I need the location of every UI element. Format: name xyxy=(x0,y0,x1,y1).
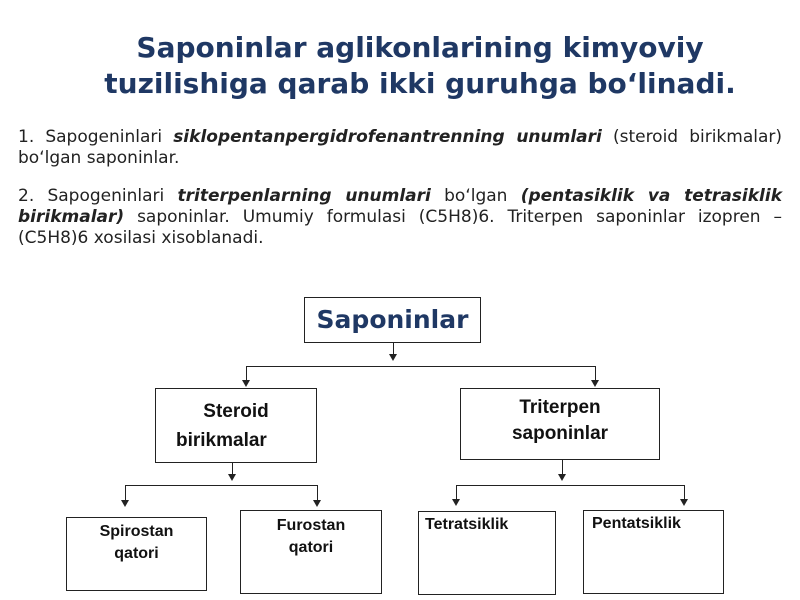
paragraph-1-prefix: 1. Sapogeninlari xyxy=(18,127,174,147)
connector-triterpen-down xyxy=(595,366,596,381)
connector-level1-bar xyxy=(246,366,595,367)
paragraph-1-emphasis: siklopentanpergidrofenantrenning unumlari xyxy=(173,127,602,147)
node-spirostan-line-1: Spirostan xyxy=(99,523,174,540)
page-title xyxy=(60,30,780,102)
arrow-triterpen xyxy=(591,380,599,387)
arrow-triterpen-out xyxy=(558,474,566,481)
node-saponinlar: Saponinlar xyxy=(304,297,481,343)
node-furostan-line-1: Furostan xyxy=(276,517,346,534)
paragraph-1-suffix: (steroid birikmalar) bo‘lgan saponinlar. xyxy=(18,127,783,168)
connector-steroid-bar xyxy=(125,485,318,486)
connector-pentatsiklik-down xyxy=(684,485,685,500)
title-line-1: Saponinlar aglikonlarining kimyoviy xyxy=(136,31,704,64)
arrow-steroid-out xyxy=(228,474,236,481)
node-pentatsiklik: Pentatsiklik xyxy=(583,510,724,594)
arrow-tetratsiklik xyxy=(452,499,460,506)
connector-triterpen-bar xyxy=(456,485,685,486)
connector-steroid-down xyxy=(246,366,247,381)
arrow-furostan xyxy=(313,500,321,507)
node-tetratsiklik: Tetratsiklik xyxy=(418,511,556,595)
connector-triterpen-out xyxy=(562,460,563,475)
node-furostan-qatori xyxy=(240,510,382,594)
arrow-root xyxy=(389,354,397,361)
paragraph-2-emphasis-1: triterpenlarning unumlari xyxy=(177,186,431,206)
connector-spirostan-down xyxy=(125,485,126,501)
node-furostan-line-2: qatori xyxy=(288,539,334,556)
title-line-2: tuzilishiga qarab ikki guruhga bo‘linadi. xyxy=(104,67,736,100)
connector-furostan-down xyxy=(317,485,318,501)
arrow-spirostan xyxy=(121,500,129,507)
node-steroid-birikmalar xyxy=(155,388,317,463)
node-triterpen-saponinlar xyxy=(460,388,660,460)
connector-tetratsiklik-down xyxy=(456,485,457,500)
node-steroid-line-1: Steroid xyxy=(203,401,269,422)
node-triterpen-line-2: saponinlar xyxy=(511,423,609,444)
paragraph-2 xyxy=(18,186,782,249)
paragraph-2-emphasis-2: (pentasiklik va tetrasiklik birikmalar) xyxy=(18,186,783,227)
arrow-steroid xyxy=(242,380,250,387)
node-triterpen-line-1: Triterpen xyxy=(519,397,601,418)
paragraph-2-middle: bo‘lgan xyxy=(430,186,521,206)
paragraph-2-prefix: 2. Sapogeninlari xyxy=(18,186,178,206)
node-steroid-line-2: birikmalar xyxy=(176,430,267,451)
paragraph-2-suffix: saponinlar. Umumiy formulasi (C5H8)6. Triterpen saponinlar izopren – (C5H8)6 xosilasi xisoblanadi. xyxy=(18,207,782,248)
node-spirostan-qatori xyxy=(66,517,207,591)
paragraph-1 xyxy=(18,127,782,169)
arrow-pentatsiklik xyxy=(680,499,688,506)
node-spirostan-line-2: qatori xyxy=(114,545,159,562)
